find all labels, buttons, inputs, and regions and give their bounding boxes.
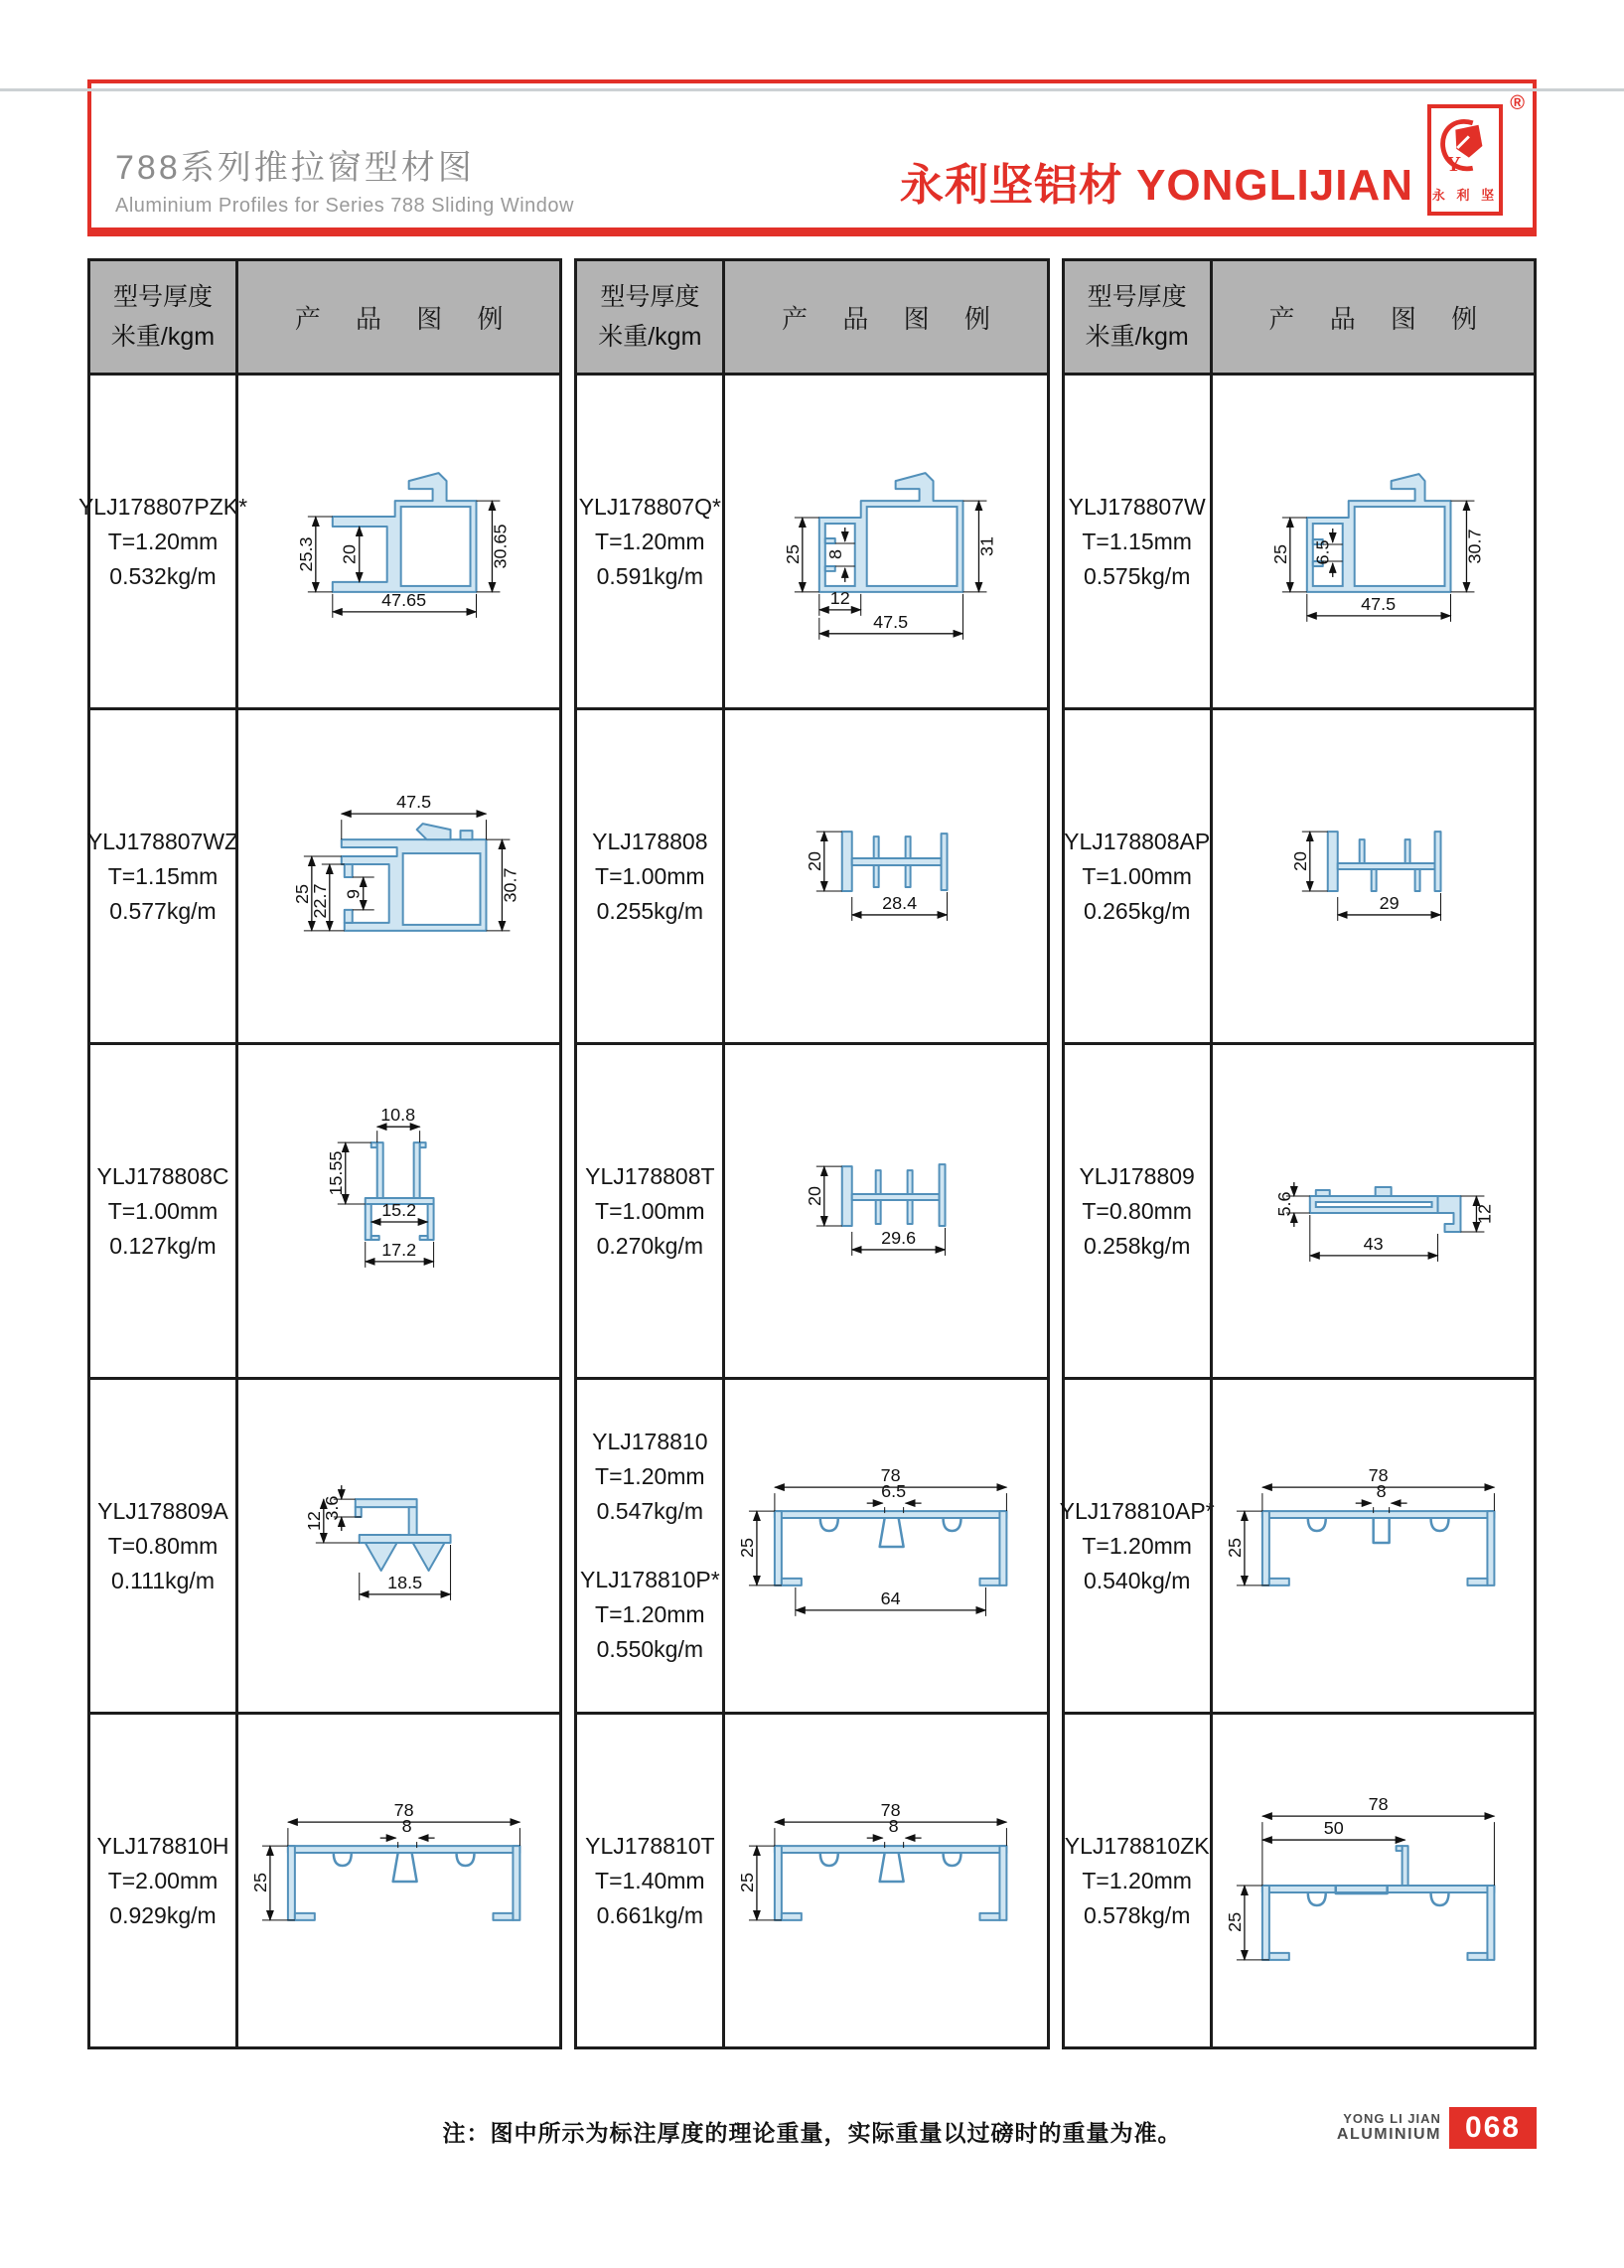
- diagram-YLJ178808: [722, 707, 1046, 1042]
- model-code: YLJ178810: [592, 1429, 708, 1454]
- profile-drawing: [238, 1715, 559, 2046]
- model-code: YLJ178808T: [585, 1162, 715, 1189]
- profile-shape: [775, 1846, 1007, 1920]
- page-header: [87, 79, 1537, 236]
- model-code: YLJ178810ZK: [1064, 1832, 1210, 1859]
- diagram-YLJ178810: [722, 1377, 1046, 1712]
- logo-mark-icon: [1436, 112, 1494, 182]
- profile-shape: [1306, 474, 1450, 592]
- page-footer: [87, 2107, 1537, 2159]
- svg-text:30.65: 30.65: [490, 524, 511, 569]
- svg-text:25: 25: [1269, 543, 1290, 564]
- dimension-annotations: [805, 1166, 946, 1256]
- spec-YLJ178807WZ: [86, 707, 239, 1042]
- svg-text:Y: Y: [1445, 152, 1462, 177]
- svg-text:50: 50: [1323, 1818, 1344, 1839]
- thickness: T=1.15mm: [107, 862, 219, 889]
- svg-text:12: 12: [1474, 1204, 1495, 1224]
- thickness: T=1.20mm: [107, 528, 219, 554]
- page-badge: [1337, 2107, 1537, 2149]
- spec-YLJ178808T: [577, 1042, 722, 1377]
- model-code: YLJ178810AP*: [1059, 1497, 1215, 1524]
- svg-text:29.6: 29.6: [881, 1227, 917, 1248]
- weight: 0.547kg/m: [596, 1498, 704, 1524]
- column-header-diagram: 产 品 图 例: [1210, 261, 1534, 373]
- diagram-YLJ178810ZK: [1210, 1712, 1534, 2046]
- svg-text:3.6: 3.6: [321, 1495, 342, 1521]
- weight: 0.265kg/m: [1083, 897, 1191, 924]
- model-code: YLJ178809: [1079, 1162, 1195, 1189]
- profile-drawing: [725, 710, 1046, 1042]
- svg-text:8: 8: [1376, 1481, 1387, 1502]
- spec-YLJ178807W: [1065, 373, 1210, 707]
- svg-text:15.55: 15.55: [325, 1150, 346, 1196]
- model-code: YLJ178807W: [1068, 493, 1206, 520]
- page-title: 788系列推拉窗型材图: [115, 149, 475, 187]
- spec-YLJ178807Q: [577, 373, 722, 707]
- profile-shape: [356, 1499, 451, 1571]
- brand-name: 永利坚铝材 YONGLIJIAN: [899, 161, 1413, 210]
- svg-text:47.65: 47.65: [381, 589, 427, 610]
- thickness: T=1.20mm: [1082, 1532, 1192, 1559]
- title-block: [115, 140, 574, 218]
- svg-text:18.5: 18.5: [387, 1572, 423, 1592]
- svg-text:10.8: 10.8: [380, 1105, 416, 1126]
- diagram-YLJ178809A: [235, 1377, 559, 1712]
- model-code: YLJ178808AP: [1064, 828, 1211, 854]
- spec-YLJ178809: [1065, 1042, 1210, 1377]
- spec-YLJ178810-dual: [577, 1377, 722, 1712]
- svg-text:47.5: 47.5: [873, 611, 909, 632]
- svg-text:20: 20: [805, 851, 825, 872]
- spec-YLJ178810T: [577, 1712, 722, 2046]
- svg-text:31: 31: [976, 535, 997, 556]
- thickness: T=1.40mm: [595, 1867, 705, 1893]
- svg-text:78: 78: [393, 1800, 414, 1821]
- svg-text:25: 25: [737, 1538, 758, 1558]
- profile-drawing: [238, 1045, 559, 1377]
- thickness: T=1.00mm: [595, 862, 705, 889]
- product-block: [580, 1563, 720, 1667]
- svg-text:47.5: 47.5: [396, 792, 432, 813]
- diagram-YLJ178810H: [235, 1712, 559, 2046]
- profile-drawing: [725, 1715, 1046, 2046]
- profile-drawing: [1213, 1715, 1534, 2046]
- thickness: T=1.20mm: [595, 528, 705, 554]
- model-code: YLJ178810P*: [579, 1567, 720, 1592]
- weight: 0.575kg/m: [1083, 562, 1191, 589]
- column-header-spec: 型号厚度 米重/kgm: [90, 261, 235, 373]
- scan-artifact-line: [0, 88, 1624, 91]
- model-code: YLJ178808C: [96, 1162, 229, 1189]
- profile-shape: [819, 473, 963, 592]
- footer-brand: YONG LI JIAN ALUMINIUM: [1336, 2111, 1441, 2144]
- weight: 0.591kg/m: [596, 562, 704, 589]
- profile-drawing: [725, 376, 1046, 707]
- profile-shape: [842, 1164, 946, 1226]
- svg-text:20: 20: [339, 543, 360, 564]
- spec-YLJ178807PZK: [77, 373, 248, 707]
- diagram-YLJ178809: [1210, 1042, 1534, 1377]
- footer-note: 注：图中所示为标注厚度的理论重量，实际重量以过磅时的重量为准。: [442, 2120, 1182, 2146]
- profile-drawing: [1213, 1380, 1534, 1712]
- page-number: 068: [1449, 2107, 1537, 2149]
- svg-text:78: 78: [880, 1465, 901, 1486]
- registered-trademark-icon: ®: [1510, 92, 1525, 114]
- profile-shape: [366, 1142, 434, 1240]
- profile-shape: [288, 1846, 520, 1920]
- svg-text:22.7: 22.7: [309, 883, 330, 919]
- profile-drawing: [725, 1045, 1046, 1377]
- svg-text:5.6: 5.6: [1273, 1191, 1294, 1217]
- svg-text:47.5: 47.5: [1360, 593, 1396, 614]
- svg-text:12: 12: [303, 1511, 324, 1532]
- svg-text:15.2: 15.2: [381, 1199, 417, 1220]
- profile-shape: [1262, 1846, 1495, 1960]
- thickness: T=1.00mm: [1082, 862, 1192, 889]
- weight: 0.127kg/m: [109, 1232, 217, 1259]
- diagram-YLJ178810T: [722, 1712, 1046, 2046]
- svg-text:78: 78: [880, 1800, 901, 1821]
- table-group-1: [77, 258, 562, 2049]
- spec-YLJ178810AP: [1059, 1377, 1215, 1712]
- thickness: T=1.00mm: [107, 1197, 219, 1224]
- svg-text:25: 25: [1224, 1911, 1245, 1932]
- svg-text:12: 12: [830, 587, 851, 608]
- company-logo: [1427, 104, 1503, 216]
- thickness: T=0.80mm: [1082, 1197, 1192, 1224]
- weight: 0.532kg/m: [109, 562, 217, 589]
- profile-drawing: [1213, 376, 1534, 707]
- svg-text:43: 43: [1363, 1233, 1384, 1254]
- svg-text:25: 25: [783, 543, 804, 564]
- model-code: YLJ178807WZ: [86, 828, 239, 854]
- svg-text:25: 25: [291, 883, 312, 904]
- weight: 0.929kg/m: [109, 1901, 217, 1928]
- svg-text:30.7: 30.7: [1464, 529, 1485, 564]
- thickness: T=1.20mm: [595, 1601, 705, 1627]
- svg-text:28.4: 28.4: [882, 892, 918, 913]
- svg-text:8: 8: [825, 548, 846, 559]
- profile-shape: [775, 1511, 1007, 1586]
- logo-area: [1427, 92, 1525, 216]
- weight: 0.550kg/m: [596, 1636, 704, 1662]
- brand-area: [899, 92, 1525, 218]
- profile-drawing: [238, 376, 559, 707]
- svg-text:20: 20: [805, 1186, 825, 1207]
- column-header-spec: 型号厚度 米重/kgm: [1065, 261, 1210, 373]
- svg-text:30.7: 30.7: [500, 867, 520, 903]
- profiles-table: [77, 258, 1537, 2049]
- spec-YLJ178810ZK: [1065, 1712, 1210, 2046]
- diagram-YLJ178807Q: [722, 373, 1046, 707]
- profile-shape: [1309, 1187, 1460, 1232]
- weight: 0.270kg/m: [596, 1232, 704, 1259]
- product-block: [592, 1425, 707, 1529]
- spec-YLJ178810H: [90, 1712, 235, 2046]
- svg-text:29: 29: [1379, 892, 1400, 913]
- model-code: YLJ178807Q*: [578, 493, 721, 520]
- weight: 0.111kg/m: [111, 1567, 215, 1593]
- model-code: YLJ178809A: [97, 1497, 228, 1524]
- spec-YLJ178808C: [90, 1042, 235, 1377]
- column-header-spec: 型号厚度 米重/kgm: [577, 261, 722, 373]
- svg-text:25: 25: [1224, 1538, 1245, 1558]
- diagram-YLJ178808C: [235, 1042, 559, 1377]
- diagram-YLJ178807PZK: [235, 373, 559, 707]
- weight: 0.255kg/m: [596, 897, 704, 924]
- thickness: T=0.80mm: [107, 1532, 219, 1559]
- svg-text:9: 9: [343, 888, 364, 899]
- model-code: YLJ178810H: [96, 1832, 229, 1859]
- diagram-YLJ178808T: [722, 1042, 1046, 1377]
- model-code: YLJ178807PZK*: [77, 493, 248, 520]
- column-header-diagram: 产 品 图 例: [235, 261, 559, 373]
- profile-shape: [333, 473, 477, 592]
- profile-drawing: [238, 710, 559, 1042]
- thickness: T=1.15mm: [1082, 528, 1192, 554]
- svg-text:8: 8: [888, 1816, 899, 1837]
- svg-text:6.5: 6.5: [1312, 539, 1333, 565]
- spec-YLJ178808AP: [1065, 707, 1210, 1042]
- thickness: T=2.00mm: [107, 1867, 219, 1893]
- page-subtitle: Aluminium Profiles for Series 788 Sliding Window: [115, 195, 574, 217]
- profile-shape: [842, 832, 948, 891]
- logo-characters: 永 利 坚: [1431, 188, 1499, 203]
- svg-text:25: 25: [249, 1873, 270, 1892]
- diagram-YLJ178807W: [1210, 373, 1534, 707]
- svg-text:8: 8: [401, 1816, 412, 1837]
- column-header-diagram: 产 品 图 例: [722, 261, 1046, 373]
- svg-text:20: 20: [1289, 851, 1310, 872]
- svg-text:6.5: 6.5: [881, 1481, 907, 1502]
- profile-drawing: [1213, 1045, 1534, 1377]
- diagram-YLJ178807WZ: [235, 707, 559, 1042]
- model-code: YLJ178808: [592, 828, 708, 854]
- diagram-YLJ178808AP: [1210, 707, 1534, 1042]
- spec-YLJ178809A: [90, 1377, 235, 1712]
- diagram-YLJ178810AP: [1210, 1377, 1534, 1712]
- thickness: T=1.20mm: [1082, 1867, 1192, 1893]
- model-code: YLJ178810T: [585, 1832, 715, 1859]
- svg-text:78: 78: [1368, 1465, 1389, 1486]
- svg-text:25: 25: [737, 1873, 758, 1892]
- profile-shape: [1327, 832, 1440, 891]
- spec-YLJ178808: [577, 707, 722, 1042]
- weight: 0.577kg/m: [109, 897, 217, 924]
- weight: 0.540kg/m: [1083, 1567, 1191, 1593]
- profile-shape: [1262, 1511, 1495, 1586]
- weight: 0.661kg/m: [596, 1901, 704, 1928]
- table-group-3: [1059, 258, 1537, 2049]
- thickness: T=1.20mm: [595, 1463, 705, 1489]
- weight: 0.258kg/m: [1083, 1232, 1191, 1259]
- weight: 0.578kg/m: [1083, 1901, 1191, 1928]
- svg-text:17.2: 17.2: [381, 1239, 417, 1260]
- thickness: T=1.00mm: [595, 1197, 705, 1224]
- svg-text:78: 78: [1368, 1794, 1389, 1815]
- profile-drawing: [725, 1380, 1046, 1712]
- profile-drawing: [238, 1380, 559, 1712]
- svg-text:64: 64: [880, 1588, 901, 1608]
- profile-drawing: [1213, 710, 1534, 1042]
- svg-text:25.3: 25.3: [295, 536, 316, 572]
- table-group-2: [574, 258, 1049, 2049]
